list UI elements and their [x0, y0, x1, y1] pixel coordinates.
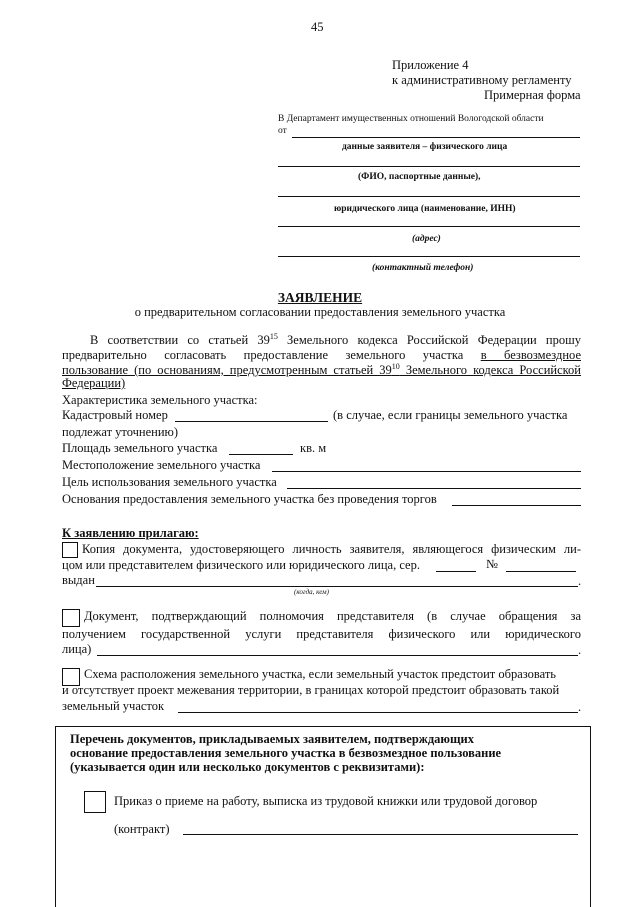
box-item-input-line[interactable]: [183, 834, 578, 835]
characteristics-label: Характеристика земельного участка:: [62, 393, 258, 407]
appendix-reference: к административному регламенту: [392, 73, 572, 87]
number-input-line[interactable]: [506, 571, 576, 572]
hint-legal-entity: юридического лица (наименование, ИНН): [334, 204, 516, 214]
grounds-label: Основания предоставления земельного участка без проведения торгов: [62, 492, 437, 506]
applicant-line-2[interactable]: [278, 196, 580, 197]
attachment-1-line-1: Копия документа, удостоверяющего личность заявителя, являющегося физическим ли-: [82, 542, 581, 556]
purpose-input-line[interactable]: [287, 488, 581, 489]
hint-address: (адрес): [412, 234, 441, 244]
document-subtitle: о предварительном согласовании предоставления земельного участка: [134, 305, 506, 319]
attachment-3-line-2: и отсутствует проект межевания территории, в границах которой предстоит образовать такой: [62, 683, 560, 697]
attachment-2-checkbox[interactable]: [62, 609, 80, 627]
intro-line-3: пользование (по основаниям, предусмотренным статьей $39^{10}$ Земельного кодекса Российской: [62, 362, 582, 378]
number-sign: №: [486, 557, 498, 571]
intro-line-4: Федерации): [62, 376, 126, 390]
attachment-2-input-line[interactable]: [97, 655, 578, 656]
attachment-3-line-1: Схема расположения земельного участка, если земельный участок предстоит образовать: [84, 667, 557, 681]
area-input-line[interactable]: [229, 454, 293, 455]
hint-phone: (контактный телефон): [372, 263, 474, 273]
box-heading-3: (указывается один или несколько документов с реквизитами):: [70, 760, 425, 774]
issued-hint: (когда, кем): [294, 588, 329, 596]
appendix-form-type: Примерная форма: [484, 88, 581, 102]
page-number: 45: [311, 20, 324, 34]
applicant-line-1[interactable]: [278, 166, 580, 167]
addressee-to: В Департамент имущественных отношений Вологодской области: [278, 114, 544, 124]
intro-line-1: В соответствии со статьей $39^{15}$ Земельного кодекса Российской Федерации прошу: [90, 332, 581, 348]
document-title: ЗАЯВЛЕНИЕ: [277, 290, 363, 305]
attachment-2-line-1: Документ, подтверждающий полномочия представителя (в случае обращения за: [84, 609, 581, 623]
phone-line[interactable]: [278, 256, 580, 257]
location-input-line[interactable]: [272, 471, 581, 472]
attachment-1-checkbox[interactable]: [62, 542, 78, 558]
attachment-2-period: .: [578, 643, 582, 657]
attachment-3-period: .: [578, 700, 582, 714]
from-line[interactable]: [292, 137, 580, 138]
area-label: Площадь земельного участка: [62, 441, 218, 455]
address-line[interactable]: [278, 226, 580, 227]
box-heading-1: Перечень документов, прикладываемых заявителем, подтверждающих: [70, 732, 474, 746]
cadastral-note-2: подлежат уточнению): [62, 425, 179, 439]
intro-line-2: предварительно согласовать предоставление земельного участка в безвозмездное: [62, 348, 581, 362]
appendix-title: Приложение 4: [392, 58, 469, 72]
issued-label: выдан: [62, 573, 95, 587]
hint-applicant: данные заявителя – физического лица: [342, 142, 508, 152]
attachment-1-line-2: цом или представителем физического или юридического лица, сер.: [62, 558, 420, 572]
cadastral-label: Кадастровый номер: [62, 408, 168, 422]
attachment-3-line-3: земельный участок: [62, 699, 165, 713]
attachment-2-line-3: лица): [62, 642, 92, 656]
attachments-heading: К заявлению прилагаю:: [62, 526, 199, 540]
hint-fio: (ФИО, паспортные данные),: [358, 172, 481, 182]
cadastral-note: (в случае, если границы земельного участка: [333, 408, 568, 422]
purpose-label: Цель использования земельного участка: [62, 475, 277, 489]
box-heading-2: основание предоставления земельного участка в безвозмездное пользование: [70, 746, 502, 760]
box-item-checkbox[interactable]: [84, 791, 106, 813]
addressee-from: от: [278, 126, 287, 136]
issued-input-line[interactable]: [96, 586, 578, 587]
issued-period: .: [578, 574, 582, 588]
location-label: Местоположение земельного участка: [62, 458, 261, 472]
box-item-text: Приказ о приеме на работу, выписка из трудовой книжки или трудовой договор: [114, 794, 538, 808]
box-item-text-2: (контракт): [114, 822, 170, 836]
attachment-3-input-line[interactable]: [178, 712, 578, 713]
cadastral-input-line[interactable]: [175, 421, 328, 422]
series-input-line[interactable]: [436, 571, 476, 572]
area-unit: кв. м: [300, 441, 327, 455]
attachment-2-line-2: получением государственной услуги представителя физического или юридического: [62, 627, 581, 641]
grounds-input-line[interactable]: [452, 505, 581, 506]
